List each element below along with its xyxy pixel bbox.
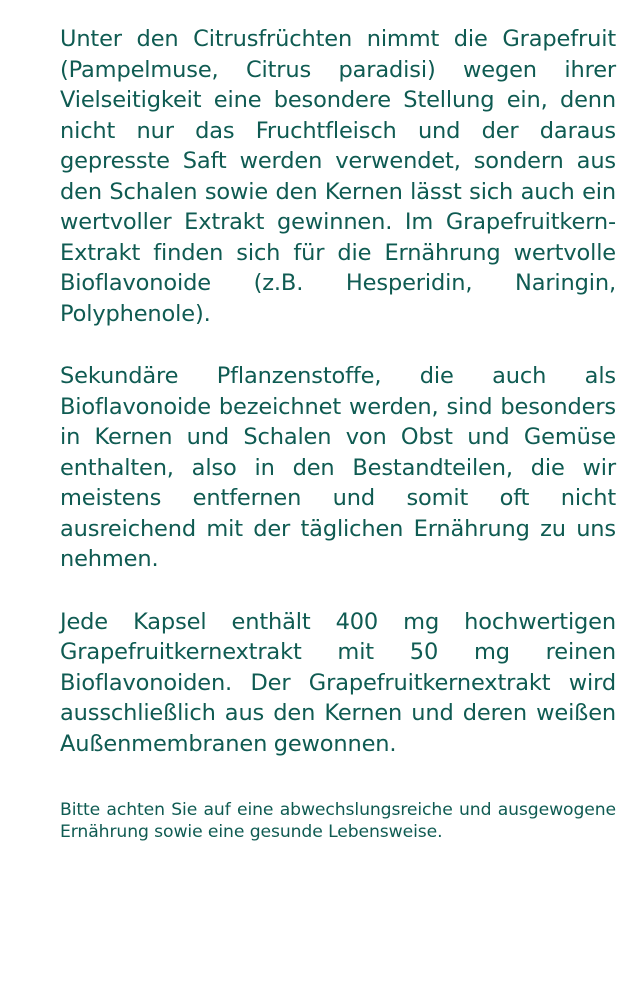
- nutrition-note: Bitte achten Sie auf eine abwechslungsreiche und ausgewogene Ernährung sowie eine gesunde Lebensweise.: [60, 800, 616, 842]
- paragraph-bioflavonoids: Sekundäre Pflanzenstoffe, die auch als Bioflavonoide bezeichnet werden, sind besonders in Kernen und Schalen von Obst und Gemüse enthalten, also in den Bestandteilen, die wir meistens entfernen und somit oft nicht ausreichend mit der täglichen Ernährung zu uns nehmen.: [60, 363, 616, 572]
- document-content: [60, 24, 616, 860]
- paragraph-grapefruit-intro: Unter den Citrusfrüchten nimmt die Grapefruit (Pampelmuse, Citrus paradisi) wegen ihrer Vielseitigkeit eine besondere Stellung ein, denn nicht nur das Fruchtfleisch und der daraus gepresste Saft werden verwendet, sondern aus den Schalen sowie den Kernen lässt sich auch ein wertvoller Extrakt gewinnen. Im Grapefruitkern-Extrakt finden sich für die Ernährung wertvolle Bioflavonoide (z.B. Hesperidin, Naringin, Polyphenole).: [60, 26, 616, 327]
- paragraph-capsule-contents: Jede Kapsel enthält 400 mg hochwertigen Grapefruitkernextrakt mit 50 mg reinen Bioflavonoiden. Der Grapefruitkernextrakt wird ausschließlich aus den Kernen und deren weißen Außenmembranen gewonnen.: [60, 608, 616, 757]
